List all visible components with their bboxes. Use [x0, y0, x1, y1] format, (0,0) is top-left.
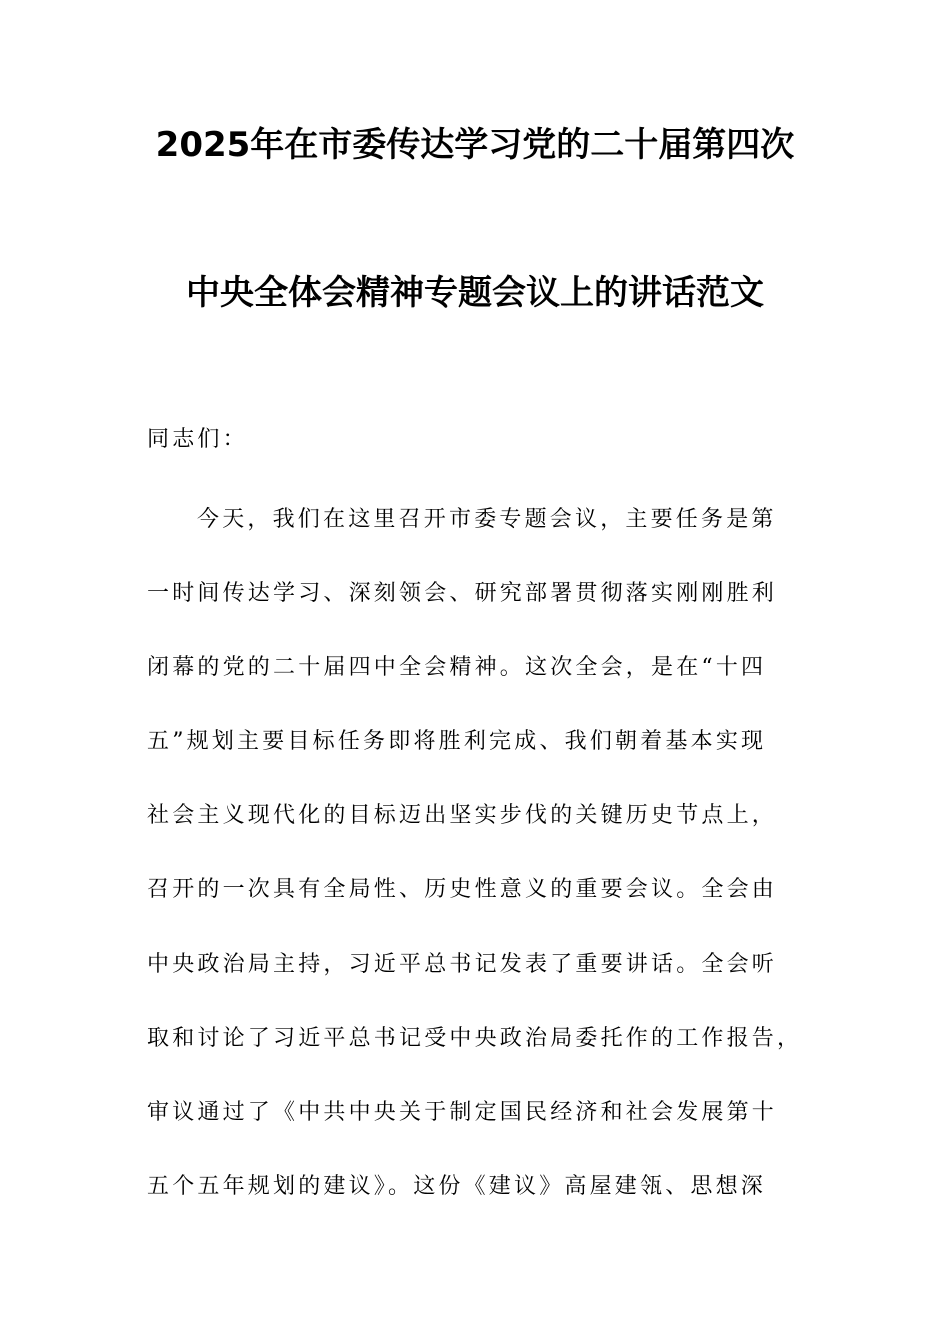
- body-line: 一时间传达学习、深刻领会、研究部署贯彻落实刚刚胜利: [147, 581, 778, 607]
- body-line: 五”规划主要目标任务即将胜利完成、我们朝着基本实现: [147, 729, 767, 755]
- document-title-line-2: 中央全体会精神专题会议上的讲话范文: [186, 273, 764, 313]
- body-line: 五个五年规划的建议》。这份《建议》高屋建瓴、思想深: [147, 1173, 767, 1199]
- body-line: 社会主义现代化的目标迈出坚实步伐的关键历史节点上，: [147, 803, 778, 829]
- body-line: 中央政治局主持，习近平总书记发表了重要讲话。全会听: [147, 951, 778, 977]
- body-line: 召开的一次具有全局性、历史性意义的重要会议。全会由: [147, 877, 778, 903]
- document-title-line-1: 2025年在市委传达学习党的二十届第四次: [155, 125, 795, 165]
- salutation: 同志们：: [147, 427, 248, 452]
- body-paragraph: [147, 483, 847, 1224]
- body-line: 今天，我们在这里召开市委专题会议，主要任务是第: [197, 507, 777, 532]
- body-line: 闭幕的党的二十届四中全会精神。这次全会，是在“十四: [147, 655, 767, 681]
- body-line: 审议通过了《中共中央关于制定国民经济和社会发展第十: [147, 1099, 778, 1125]
- body-line: 取和讨论了习近平总书记受中央政治局委托作的工作报告，: [147, 1025, 803, 1051]
